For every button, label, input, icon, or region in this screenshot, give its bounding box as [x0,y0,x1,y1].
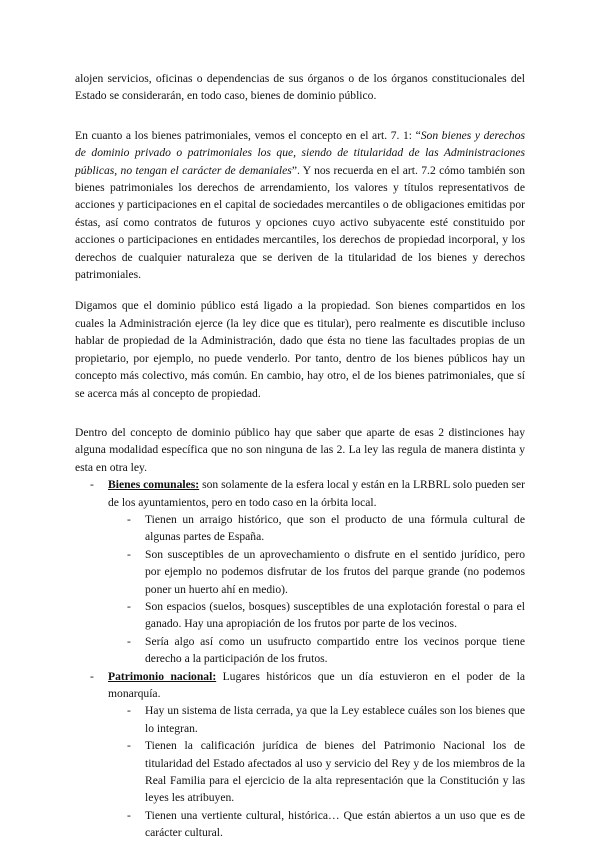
dash-bullet: - [127,739,131,753]
sub-list-item [75,598,525,633]
sub-list-text: Tienen la calificación jurídica de bienes del Patrimonio Nacional los de titularidad del Estado afectados al uso y servicio del Rey y de los miembros de la Real Familia para el ejercicio de la alta representación que la Constitución y las leyes les atribuyen. [145,739,525,805]
list-item-bienes-comunales [75,476,525,511]
sub-list-text: Son susceptibles de un aprovechamiento o disfrute en el sentido jurídico, pero por ejemplo no podemos disfrutar de los frutos del parque grande (no podemos poner un huerto ahí en medio). [145,547,525,596]
dash-bullet: - [127,599,131,613]
paragraph-dominio-propiedad: Digamos que el dominio público está ligado a la propiedad. Son bienes compartidos en los cuales la Administración ejerce (la ley dice que es titular), pero realmente es discutible incluso hablar de propiedad de la Administración, dado que ésta no tiene las facultades propias de un propietario, por ejemplo, no puede venderlo. Por tanto, dentro de los bienes públicos hay un concepto más colectivo, más común. En cambio, hay otro, el de los bienes patrimoniales, que sí se acerca más al concepto de propiedad. [75,299,525,400]
sub-list-text: Hay un sistema de lista cerrada, ya que la Ley establece cuáles son los bienes que lo integran. [145,704,525,735]
sub-list-item [75,702,525,737]
text-run: En cuanto a los bienes patrimoniales, vemos el concepto en el art. 7. 1: “ [75,128,421,142]
term-description: Lugares históricos que un día estuvieron en el poder de la monarquía. [108,669,525,700]
dash-bullet: - [90,478,94,492]
term-label: Patrimonio nacional: [108,669,217,683]
paragraph-dominio-publico-end: alojen servicios, oficinas o dependencias de sus órganos o de los órganos constitucionales del Estado se considerarán, en todo caso, bienes de dominio público. [75,72,525,103]
sub-list-text: Son espacios (suelos, bosques) susceptibles de una explotación forestal o para el ganado. Hay una apropiación de los frutos por parte de los vecinos. [145,599,525,631]
list-item-patrimonio-nacional [75,668,525,703]
modalidades-list [75,476,525,842]
sub-list-item [75,737,525,807]
sub-list-text: Sería algo así como un usufructo compartido entre los vecinos porque tiene derecho a la participación de los frutos. [145,634,525,666]
dash-bullet: - [127,512,131,526]
dash-bullet: - [127,808,131,822]
sub-list-item [75,511,525,546]
paragraph-modalidades: Dentro del concepto de dominio público hay que saber que aparte de esas 2 distinciones hay alguna modalidad específica que no son ninguna de las 2. La ley las regula de manera distinta y esta en otra ley. [75,425,525,474]
paragraph-bienes-patrimoniales [75,127,525,284]
text-run: ”. Y nos recuerda en el art. 7.2 cómo también son bienes patrimoniales los derechos de arrendamiento, los valores y títulos representativos de acciones y participaciones en el capital de sociedades mercantiles o de obligaciones emitidas por éstas, así como contratos de futuros y opciones cuyo activo subyacente esté constituido por acciones o participaciones en entidades mercantiles, los derechos de propiedad incorporal, y los derechos de cualquier naturaleza que se deriven de la titularidad de los bienes y derechos patrimoniales. [75,163,525,282]
term-label: Bienes comunales: [108,478,200,492]
dash-bullet: - [127,547,131,561]
sub-list-text: Tienen una vertiente cultural, histórica… Que están abiertos a un uso que es de carácter cultural. [145,808,525,840]
quoted-definition: Son bienes y derechos de dominio privado o patrimoniales los que, siendo de titularidad de las Administraciones públicas, no tengan el carácter de demaniales [75,128,525,177]
sub-list-item [75,633,525,668]
dash-bullet: - [127,634,131,648]
sub-list-text: Tienen un arraigo histórico, que son el producto de una fórmula cultural de algunas partes de España. [145,512,525,544]
sub-list-item [75,546,525,598]
term-description: son solamente de la esfera local y están en la LRBRL solo pueden ser de los ayuntamientos, pero en todo caso en la órbita local. [108,478,525,509]
dash-bullet: - [127,704,131,718]
sub-list-item [75,807,525,842]
dash-bullet: - [90,669,94,683]
